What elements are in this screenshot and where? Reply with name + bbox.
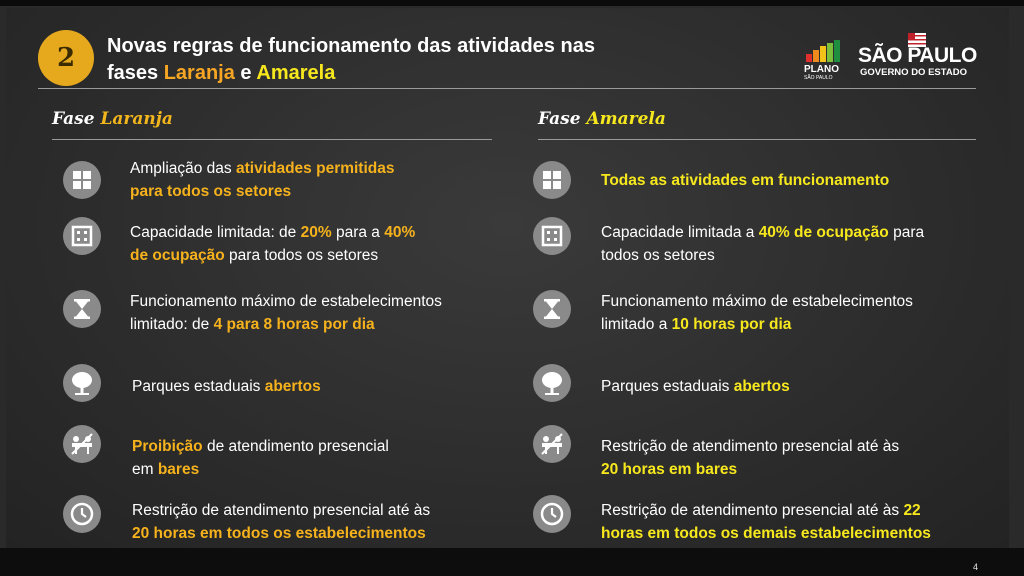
grid-icon [533,161,571,199]
page-number: 4 [972,562,978,572]
amarela-item-bars: Restrição de atendimento presencial até às 20 horas em bares [601,438,900,478]
title-laranja: Laranja [163,62,235,84]
slide-title: Novas regras de funcionamento das atividades nas fases Laranja e Amarela [107,35,595,84]
laranja-column-heading: Fase Laranja [52,109,173,129]
grid-icon [63,161,101,199]
bar-chart-icon [804,40,846,62]
tree-icon [533,364,571,402]
no-bar-icon [63,425,101,463]
title-divider [38,88,976,89]
governo-do-estado-label: GOVERNO DO ESTADO [860,67,967,78]
title-amarela: Amarela [256,62,336,84]
capacity-icon [63,217,101,255]
hourglass-icon [63,290,101,328]
laranja-item-parks: Parques estaduais abertos [132,378,321,395]
laranja-item-hours: Funcionamento máximo de estabelecimentos limitado: de 4 para 8 horas por dia [130,293,442,333]
amarela-column-heading: Fase Amarela [538,109,666,129]
amarela-item-parks: Parques estaduais abertos [601,378,790,395]
amarela-heading-divider [538,139,976,140]
plano-sao-paulo-logo: PLANO SÃO PAULO [804,40,846,84]
laranja-item-bars: Proibição de atendimento presencial em bares [132,438,389,478]
amarela-item-capacity: Capacidade limitada a 40% de ocupação para todos os setores [601,224,925,264]
bar-icon [533,425,571,463]
bottom-bar [0,548,1024,576]
laranja-item-hours-limit: Restrição de atendimento presencial até às 20 horas em todos os estabelecimentos [132,502,431,542]
sao-paulo-logo-title: SÃO PAULO [858,44,977,67]
clock-icon [63,495,101,533]
hourglass-icon [533,290,571,328]
amarela-item-hours-limit: Restrição de atendimento presencial até às 22 horas em todos os demais estabelecimentos [601,502,931,542]
amarela-item-hours: Funcionamento máximo de estabelecimentos limitado a 10 horas por dia [601,293,913,333]
laranja-item-capacity: Capacidade limitada: de 20% para a 40% de ocupação para todos os setores [130,224,416,264]
top-bar [0,0,1024,6]
title-line-1: Novas regras de funcionamento das atividades nas [107,35,595,57]
section-number-badge: 2 [38,30,94,86]
capacity-icon [533,217,571,255]
tree-icon [63,364,101,402]
clock-icon [533,495,571,533]
amarela-item-activities: Todas as atividades em funcionamento [601,172,890,189]
laranja-item-activities: Ampliação das atividades permitidas para todos os setores [130,160,395,200]
laranja-heading-divider [52,139,492,140]
